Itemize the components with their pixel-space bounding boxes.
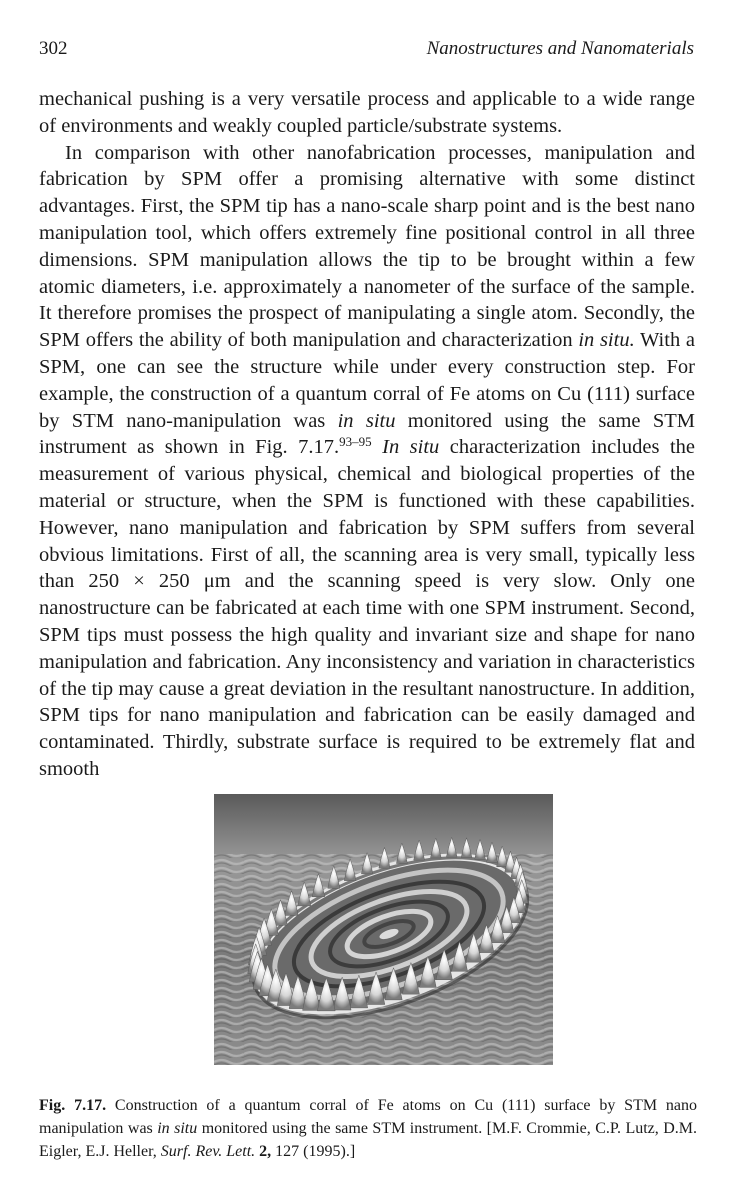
paragraph-2-part-b: With a SPM, one can see the structure while under every construction step. For example, the construction of a quantum corral of Fe atoms on Cu (111) surface by STM nano-manipulation was: [39, 329, 695, 432]
caption-part-c: 127 (1995).]: [271, 1143, 356, 1160]
paragraph-2-part-d: characterization includes the measurement of various physical, chemical and biological properties of the material or structure, when the SPM is functioned with these capabilities. However, nano manipulation and fabrication by SPM suffers from several obvious limitations. First of all, the scanning area is very small, typically less than 250 × 250 μm and the scanning speed is very slow. Only one nanostructure can be fabricated at each time with one SPM instrument. Second, SPM tips must possess the high quality and invariant size and shape for nano manipulation and fabrication. Any inconsistency and variation in characteristics of the tip may cause a great deviation in the resultant nanostructure. In addition, SPM tips for nano manipulation and fabrication can be easily damaged and contaminated. Thirdly, substrate surface is required to be extremely flat and smooth: [39, 436, 695, 780]
caption-part-b: monitored using the same STM instrument. [M.F. Crommie, C.P. Lutz, D.M. Eigler, E.J. Heller,: [39, 1120, 698, 1160]
caption-part-a: Construction of a quantum corral of Fe atoms on Cu (111) surface by STM nano manipulation was: [39, 1097, 698, 1137]
page-number: 302: [39, 38, 68, 59]
figure-caption: [39, 1094, 697, 1163]
in-situ-emphasis: In situ: [371, 436, 440, 459]
caption-in-situ: in situ: [157, 1120, 198, 1137]
caption-volume: 2,: [255, 1143, 272, 1160]
caption-journal: Surf. Rev. Lett.: [160, 1143, 256, 1160]
paragraph-1: mechanical pushing is a very versatile process and applicable to a wide range of environments and weakly coupled particle/substrate systems.: [39, 88, 695, 137]
paragraph-2: [39, 140, 695, 783]
paragraph-2-part-a: In comparison with other nanofabrication processes, manipulation and fabrication by SPM offer a promising alternative with some distinct advantages. First, the SPM tip has a nano-scale sharp point and is the best nano manipulation tool, which offers extremely fine positional control in all three dimensions. SPM manipulation allows the tip to be brought within a few atomic diameters, i.e. approximately a nanometer of the surface of the sample. It therefore promises the prospect of manipulating a single atom. Secondly, the SPM offers the ability of both manipulation and characterization: [39, 141, 695, 352]
in-situ-emphasis: in situ: [337, 409, 396, 432]
running-head: Nanostructures and Nanomaterials: [426, 38, 694, 59]
reference-superscript: 93–95: [339, 434, 372, 450]
body-text: [39, 86, 695, 783]
paragraph-2-part-c: monitored using the same STM instrument as shown in Fig. 7.17.: [39, 409, 695, 459]
figure-label: Fig. 7.17.: [39, 1097, 107, 1114]
quantum-corral-stm-image: [214, 794, 553, 1065]
in-situ-emphasis: in situ.: [578, 329, 635, 352]
